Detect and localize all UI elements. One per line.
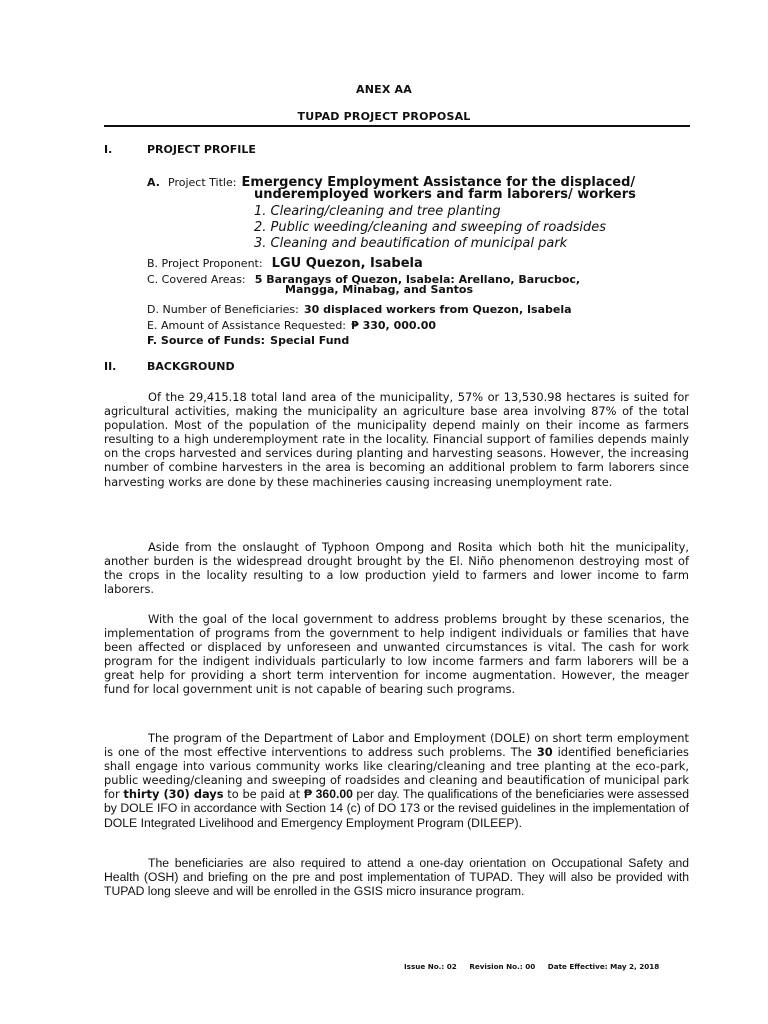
proponent-label: B. Project Proponent: bbox=[147, 257, 263, 270]
funds-value: Special Fund bbox=[270, 334, 350, 347]
background-paragraph-1: Of the 29,415.18 total land area of the municipality, 57% or 13,530.98 hectares is suited for agricultural activities, making the municipality an agriculture base area involving 87% of the total population. Most of the population of the municipality depend mainly on their income as farmers resulting to a high underemployment rate in the locality. Financial support of families depends mainly on the crops harvested and services during planting and harvesting seasons. However, the increasing number of combine harvesters in the area is becoming an additional problem to farm laborers since harvesting works are done by these machineries causing increasing unemployment rate. bbox=[104, 390, 689, 489]
section-1-numeral: I. bbox=[104, 143, 113, 156]
proponent-value: LGU Quezon, Isabela bbox=[271, 256, 423, 271]
project-title-letter: A. bbox=[147, 176, 160, 189]
funds-row bbox=[147, 329, 349, 348]
background-paragraph-3: With the goal of the local government to address problems brought by these scenarios, the implementation of programs from the government to help indigent individuals or families that have been affected or displaced by unforeseen and unwanted circumstances is vital. The cash for work program for the indigent individuals particularly to low income farmers and farm laborers will be a great help for providing a short term intervention for income augmentation. However, the meager fund for local government unit is not capable of bearing such programs. bbox=[104, 612, 689, 697]
covered-areas-value-line2: Mangga, Minabag, and Santos bbox=[285, 283, 474, 296]
amount-value: ₱ 330, 000.00 bbox=[351, 319, 437, 332]
section-2-numeral: II. bbox=[104, 360, 117, 373]
footer-date-effective: Date Effective: May 2, 2018 bbox=[547, 962, 660, 971]
footer-issue: Issue No.: 02 bbox=[404, 962, 457, 971]
amount-label: E. Amount of Assistance Requested: bbox=[147, 319, 347, 332]
covered-areas-label: C. Covered Areas: bbox=[147, 273, 246, 286]
footer-issue-info bbox=[404, 962, 659, 971]
project-title-prefix: Project Title: bbox=[168, 176, 237, 189]
background-paragraph-2: Aside from the onslaught of Typhoon Ompong and Rosita which both hit the municipality, another burden is the widespread drought brought by the El. Niño phenomenon destroying most of the crops in the locality resulting to a low production yield to farmers and lower income to farm laborers. bbox=[104, 540, 689, 597]
covered-areas-value: 5 Barangays of Quezon, Isabela: Arellano, Barucboc, bbox=[254, 273, 581, 286]
project-title-line1: Emergency Employment Assistance for the displaced/ bbox=[241, 175, 636, 190]
annex-label: ANEX AA bbox=[356, 83, 412, 96]
title-divider bbox=[104, 125, 690, 127]
activity-item: 3. Cleaning and beautification of municipal park bbox=[254, 236, 568, 251]
background-paragraph-5: The beneficiaries are also required to attend a one-day orientation on Occupational Safety and Health (OSH) and briefing on the pre and post implementation of TUPAD. They will also be provided with TUPAD long sleeve and will be enrolled in the GSIS micro insurance program. bbox=[104, 856, 689, 899]
section-2-title: BACKGROUND bbox=[147, 360, 235, 373]
footer-revision: Revision No.: 00 bbox=[469, 962, 536, 971]
beneficiaries-label: D. Number of Beneficiaries: bbox=[147, 303, 299, 316]
section-1-title: PROJECT PROFILE bbox=[147, 143, 256, 156]
activity-item: 2. Public weeding/cleaning and sweeping of roadsides bbox=[254, 220, 606, 235]
beneficiaries-value: 30 displaced workers from Quezon, Isabela bbox=[303, 303, 572, 316]
background-paragraph-4: The program of the Department of Labor and Employment (DOLE) on short term employment is one of the most effective interventions to address such problems. The 30 identified beneficiaries shall engage into various community works like clearing/cleaning and tree planting at the eco-park, public weeding/cleaning and sweeping of roadsides and cleaning and beautification of municipal park for thirty (30) days to be paid at ₱ 360.00 per day. The qualifications of the beneficiaries were assessed by DOLE IFO in accordance with Section 14 (c) of DO 173 or the revised guidelines in the implementation of DOLE Integrated Livelihood and Emergency Employment Program (DILEEP). bbox=[104, 731, 689, 830]
document-title: TUPAD PROJECT PROPOSAL bbox=[297, 110, 471, 123]
activity-item: 1. Clearing/cleaning and tree planting bbox=[254, 204, 501, 219]
project-title-line2: underemployed workers and farm laborers/ workers bbox=[254, 187, 636, 202]
funds-label: F. Source of Funds: bbox=[147, 334, 266, 347]
